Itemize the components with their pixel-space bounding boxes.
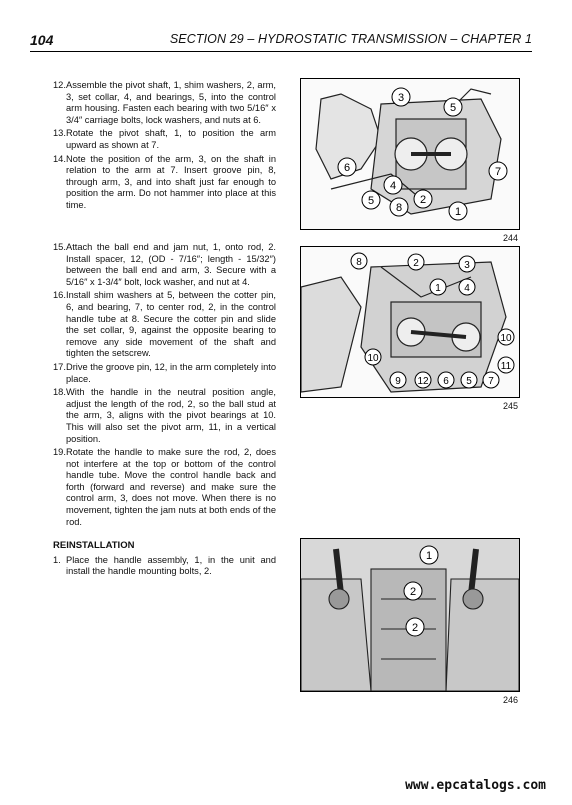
step-number: 15.: [53, 242, 66, 252]
step-number: 18.: [53, 387, 66, 398]
step-text: Drive the groove pin, 12, in the arm completely into place.: [66, 361, 276, 384]
svg-text:6: 6: [343, 162, 351, 174]
svg-text:2: 2: [419, 194, 427, 206]
callout: [498, 329, 514, 345]
callout: [390, 372, 406, 388]
callout: [351, 253, 367, 269]
step-text: Install shim washers at 5, between the cotter pin, 6, and bearing, 7, to center rod, 2, in the control handle tube at 8. Secure the cotter pin and slide the set collar, 9, against the opposite bearing to remove any side movement of the shaft and tighten the setscrew.: [66, 290, 276, 359]
steps-block-b: [53, 242, 276, 530]
callout: [390, 198, 408, 216]
figure-244-drawing: [301, 79, 519, 229]
callout: [415, 372, 431, 388]
step-text: With the handle in the neutral position angle, adjust the length of the rod, 2, so the ball stud at the arm, 3, aligns with the pivot bearings at 10. This will also set the pivot arm, 11, in a vertical position.: [66, 387, 276, 444]
callout: [461, 372, 477, 388]
steps-block-a: [53, 80, 276, 214]
figure-245-drawing: [301, 247, 519, 397]
step-number: 16.: [53, 290, 66, 301]
reinstallation-heading: REINSTALLATION: [53, 540, 135, 551]
figure-245: [300, 246, 520, 398]
svg-text:4: 4: [389, 180, 397, 192]
callout: [365, 349, 381, 365]
svg-text:7: 7: [488, 376, 494, 387]
step-number: 1.: [53, 554, 61, 565]
svg-text:1: 1: [435, 283, 441, 294]
step-15: [53, 242, 276, 288]
svg-text:9: 9: [395, 376, 401, 387]
callout: [498, 357, 514, 373]
svg-text:12: 12: [417, 376, 429, 387]
step-12: [53, 80, 276, 126]
step-text: Attach the ball end and jam nut, 1, onto rod, 2. Install spacer, 12, (OD - 7/16″; length - 15/32″) between the ball end and arm, 3. Secure with a 5/16″ x 1-3/4″ bolt, lock washer, and nut at 4.: [66, 242, 276, 287]
step-text: Assemble the pivot shaft, 1, shim washers, 2, arm, 3, set collar, 4, and bearings, 5, into the control arm housing. Fasten each bearing with two 5/16″ x 3/4″ carriage bolts, lock washers, and nuts at 6.: [66, 80, 276, 125]
svg-text:2: 2: [413, 258, 419, 269]
callout: [338, 158, 356, 176]
page-header: [30, 32, 532, 50]
svg-text:4: 4: [464, 283, 470, 294]
step-number: 14.: [53, 153, 66, 164]
figure-245-number: 245: [502, 401, 518, 411]
step-text: Note the position of the arm, 3, on the shaft in relation to the arm at 7. Insert groove pin, 8, through arm, 3, and into shaft just far enough to position the arm. Do not hammer into place at this time.: [66, 153, 276, 210]
svg-text:2: 2: [409, 586, 417, 598]
svg-text:11: 11: [500, 361, 512, 372]
callout: [362, 191, 380, 209]
svg-text:1: 1: [454, 206, 462, 218]
reinstallation-block: [53, 540, 276, 580]
callout: [384, 176, 402, 194]
step-text: Place the handle assembly, 1, in the unit and install the handle mounting bolts, 2.: [66, 554, 276, 577]
figure-246-drawing: [301, 539, 519, 691]
step-17: [53, 362, 276, 385]
svg-text:1: 1: [425, 550, 433, 562]
step-19: [53, 447, 276, 528]
figure-246-number: 246: [502, 695, 518, 705]
figure-244: [300, 78, 520, 230]
svg-text:5: 5: [367, 195, 375, 207]
callout: [406, 618, 424, 636]
header-rule: [30, 51, 532, 52]
callout: [449, 202, 467, 220]
svg-text:5: 5: [449, 102, 457, 114]
step-16: [53, 290, 276, 360]
callout: [444, 98, 462, 116]
step-18: [53, 387, 276, 445]
step-text: Rotate the handle to make sure the rod, 2, does not interfere at the top or bottom of the control handle tube. Move the control handle back and forth (forward and reverse) and make sure the control arm, 3, does not move. When there is no movement, tighten the jam nuts at both ends of the rod.: [66, 447, 276, 527]
svg-text:10: 10: [367, 353, 379, 364]
step-number: 12.: [53, 80, 66, 90]
svg-text:6: 6: [443, 376, 449, 387]
step-13: [53, 128, 276, 151]
callout: [489, 162, 507, 180]
callout: [408, 254, 424, 270]
page-number: 104: [30, 32, 54, 48]
step-number: 17.: [53, 361, 66, 372]
callout: [459, 279, 475, 295]
callout: [404, 582, 422, 600]
step-number: 19.: [53, 447, 66, 458]
svg-text:8: 8: [395, 202, 403, 214]
svg-text:3: 3: [464, 260, 470, 271]
figure-244-number: 244: [502, 233, 518, 243]
callout: [420, 546, 438, 564]
step-14: [53, 154, 276, 212]
step-number: 13.: [53, 128, 66, 139]
callout: [438, 372, 454, 388]
figure-246: [300, 538, 520, 692]
section-title: SECTION 29 – HYDROSTATIC TRANSMISSION – CHAPTER 1: [169, 32, 532, 46]
callout: [392, 88, 410, 106]
callout: [483, 372, 499, 388]
svg-text:2: 2: [411, 622, 419, 634]
watermark-url: www.epcatalogs.com: [405, 778, 546, 793]
callout: [459, 256, 475, 272]
step-text: Rotate the pivot shaft, 1, to position the arm upward as shown at 7.: [66, 128, 276, 150]
reinstall-step-1: [53, 555, 276, 578]
callout: [430, 279, 446, 295]
callout: [414, 190, 432, 208]
svg-text:10: 10: [500, 333, 512, 344]
svg-text:8: 8: [356, 257, 362, 268]
svg-text:7: 7: [494, 166, 502, 178]
svg-text:3: 3: [397, 92, 405, 104]
svg-text:5: 5: [466, 376, 472, 387]
